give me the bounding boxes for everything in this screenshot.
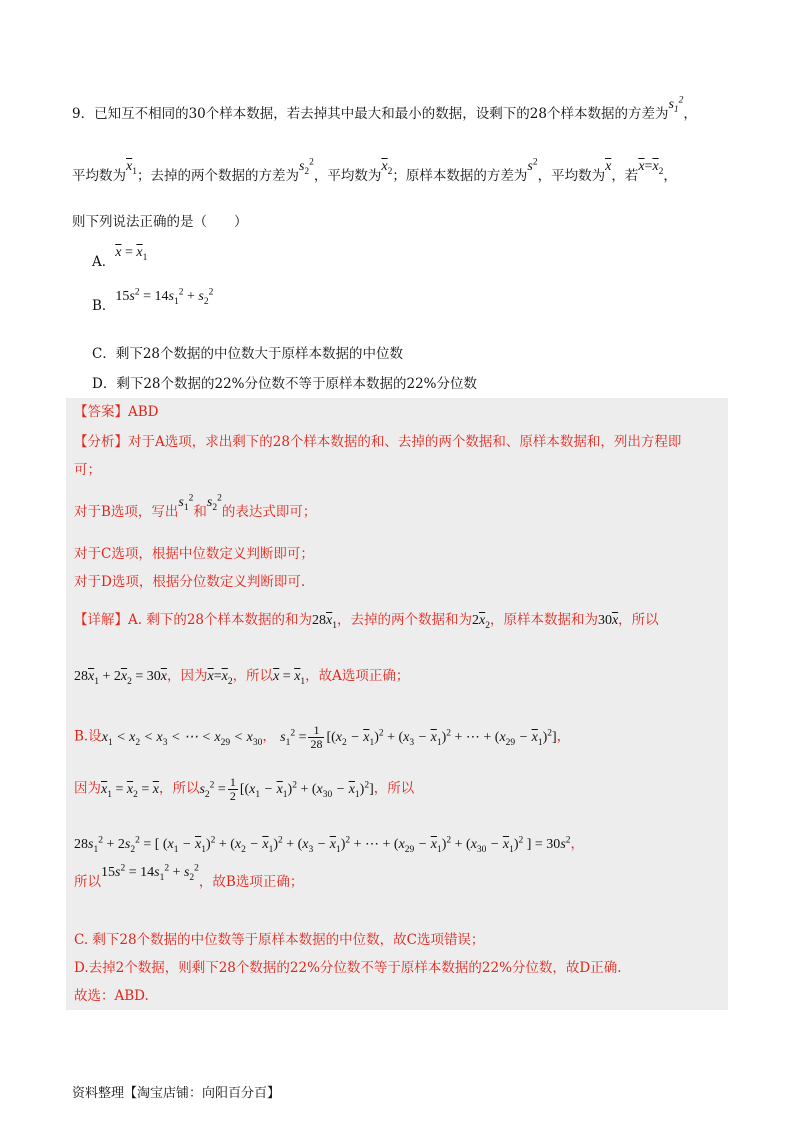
formula-s1-squared: $s_1^2$ bbox=[178, 493, 194, 513]
analysis-line-2: 可； bbox=[74, 462, 101, 478]
detail-b-line-3: $28s_1^2 + 2s_2^2$ = [ $(x_1 - \overline{x}_1)^2 + (x_2 - \overline{x}_1)^2 + (x_3 - \overline{x}_1)^2$ + ⋯ + $(x_{29} - \overline{x}_1)^2 + (x_{30} - \overline{x}_1)^2$ ] = $30s^2$， bbox=[74, 835, 585, 855]
analysis-line-4: 对于C选项，根据中位数定义判断即可； bbox=[74, 546, 314, 562]
formula-28x1: $28\overline{x}_1$ bbox=[312, 613, 337, 631]
option-b: B．$15s^2 = 14s_1^2 + s_2^2$ bbox=[92, 287, 214, 314]
formula-s-squared: $s^2$ bbox=[527, 157, 538, 174]
formula-mean-x1: $\overline{x}_1$ bbox=[126, 159, 137, 177]
formula-s2-squared: $s_2^2$ bbox=[298, 157, 314, 177]
detail-a-line-2: $28\overline{x}_1 + 2\overline{x}_2 = 30\overline{x}$，因为$\overline{x}=\overline{x}_2$，所以$\overline{x} = \overline{x}_1$，故A选项正确； bbox=[74, 668, 410, 687]
question-line-3: 则下列说法正确的是（ ） bbox=[72, 214, 248, 230]
option-a: A．$\overline{x} = \overline{x}_1$ bbox=[92, 245, 148, 270]
page-footer: 资料整理【淘宝店铺：向阳百分百】 bbox=[72, 1086, 281, 1101]
formula-30x: $30\overline{x}$ bbox=[597, 613, 619, 628]
question-text: 9．已知互不相同的30个样本数据，若去掉其中最大和最小的数据，设剩下的28个样本数据的方差为 bbox=[72, 106, 669, 122]
formula-ordering: $x_1 < x_2 < x_3$ < ⋯ < $x_{29} < x_{30}$ bbox=[101, 729, 263, 748]
formula-sum-equation: $28\overline{x}_1 + 2\overline{x}_2 = 30\overline{x}$ bbox=[74, 669, 167, 687]
analysis-line-3: 对于B选项，写出$s_1^2$和$s_2^2$的表达式即可； bbox=[74, 493, 317, 520]
formula-s2-squared: $s_2^2$ bbox=[206, 493, 222, 513]
formula-option-a: $\overline{x} = \overline{x}_1$ bbox=[115, 245, 148, 263]
detail-b-line-1: B.设$x_1 < x_2 < x_3$ < ⋯ < $x_{29} < x_{30}$， $s_1^2$ = $\frac{1}{28}$ [$(x_2 - \overline{x}_1)^2 + (x_3 - \overline{x}_1)^2$ + ⋯ + $(x_{29} - \overline{x}_1)^2$]， bbox=[74, 723, 571, 751]
final-answer-line: 故选：ABD. bbox=[74, 988, 149, 1004]
option-d: D．剩下28个数据的22%分位数不等于原样本数据的22%分位数 bbox=[92, 376, 478, 392]
formula-s1-squared: $s_1^2$ bbox=[668, 95, 684, 115]
formula-combined-variance: $28s_1^2 + 2s_2^2$ = [ $(x_1 - \overline{x}_1)^2 + (x_2 - \overline{x}_1)^2 + (x_3 - \overline{x}_1)^2$ + ⋯ + $(x_{29} - \overline{x}_1)^2 + (x_{30} - \overline{x}_1)^2$ ] = $30s^2$ bbox=[74, 835, 571, 855]
solution-panel bbox=[66, 398, 728, 1010]
detail-a-line-1: 【详解】A. 剩下的28个样本数据的和为$28\overline{x}_1$，去掉的两个数据和为$2\overline{x}_2$，原样本数据和为$30\overline{x}$，所以 bbox=[74, 612, 659, 631]
formula-mean-x: $\overline{x}$ bbox=[605, 159, 612, 174]
formula-mean-x2: $\overline{x}_2$ bbox=[381, 159, 393, 177]
formula-option-b: $15s^2 = 14s_1^2 + s_2^2$ bbox=[101, 863, 199, 883]
answer-line: 【答案】ABD bbox=[74, 404, 159, 420]
analysis-line-5: 对于D选项，根据分位数定义判断即可. bbox=[74, 574, 306, 590]
formula-means-equal: $\overline{x}_1 = \overline{x}_2 = \overline{x}$ bbox=[101, 781, 159, 800]
option-c: C．剩下28个数据的中位数大于原样本数据的中位数 bbox=[92, 346, 404, 362]
detail-d-line: D.去掉2个数据，则剩下28个数据的22%分位数不等于原样本数据的22%分位数，故D正确. bbox=[74, 960, 622, 976]
analysis-line-1: 【分析】对于A选项，求出剩下的28个样本数据的和、去掉的两个数据和、原样本数据和，列出方程即 bbox=[74, 434, 682, 450]
formula-x-eq-x2: $\overline{x}=\overline{x}_2$ bbox=[207, 669, 233, 687]
detail-b-line-2: 因为$\overline{x}_1 = \overline{x}_2 = \overline{x}$，所以$s_2^2$ = $\frac{1}{2}$ $[(x_1 - \overline{x}_1)^2 + (x_{30} - \overline{x}_1)^2]$，所以 bbox=[74, 775, 415, 803]
detail-c-line: C. 剩下28个数据的中位数等于原样本数据的中位数，故C选项错误； bbox=[74, 932, 485, 948]
question-line-1: 9．已知互不相同的30个样本数据，若去掉其中最大和最小的数据，设剩下的28个样本数据的方差为$s_1^2$， bbox=[72, 95, 697, 122]
formula-s2-definition: $s_2^2$ = $\frac{1}{2}$ $[(x_1 - \overline{x}_1)^2 + (x_{30} - \overline{x}_1)^2]$ bbox=[199, 775, 374, 803]
question-line-2: 平均数为$\overline{x}_1$；去掉的两个数据的方差为$s_2^2$，平均数为$\overline{x}_2$；原样本数据的方差为$s^2$，平均数为$\overline{x}$，若$\overline{x}=\overline{x}_2$， bbox=[72, 157, 677, 184]
formula-x-eq-x2: $\overline{x}=\overline{x}_2$ bbox=[638, 159, 664, 177]
detail-b-line-4: 所以$15s^2 = 14s_1^2 + s_2^2$，故B选项正确； bbox=[74, 863, 304, 890]
formula-x-eq-x1: $\overline{x} = \overline{x}_1$ bbox=[273, 669, 306, 687]
formula-option-b: $15s^2 = 14s_1^2 + s_2^2$ bbox=[115, 287, 214, 307]
formula-s1-definition: $s_1^2$ = $\frac{1}{28}$ [$(x_2 - \overline{x}_1)^2 + (x_3 - \overline{x}_1)^2$ + ⋯ + $(x_{29} - \overline{x}_1)^2$] bbox=[280, 723, 557, 751]
formula-2x2: $2\overline{x}_2$ bbox=[471, 613, 490, 631]
